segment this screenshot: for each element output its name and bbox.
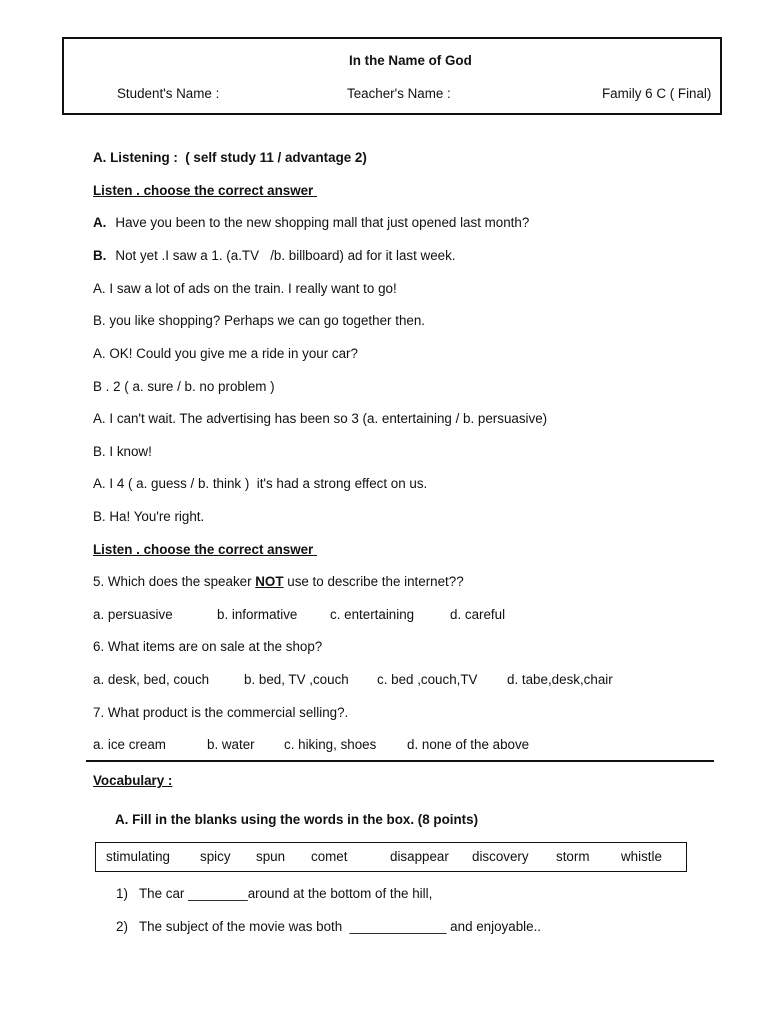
word-item: comet (311, 849, 348, 864)
dialogue-line-1 (93, 215, 529, 231)
question-7: 7. What product is the commercial selling?. (93, 705, 349, 720)
dialogue-line-4: B. you like shopping? Perhaps we can go together then. (93, 313, 426, 328)
dialogue-line-8: B. I know! (93, 444, 152, 459)
dialogue-line-3: A. I saw a lot of ads on the train. I really want to go! (93, 281, 397, 296)
q6-option-a: a. desk, bed, couch (93, 672, 210, 687)
vocabulary-instruction: A. Fill in the blanks using the words in the box. (8 points) (115, 812, 479, 827)
q5-option-d: d. careful (450, 607, 506, 622)
word-item: discovery (472, 849, 529, 864)
q5-option-a: a. persuasive (93, 607, 173, 622)
word-box (95, 842, 687, 872)
dialogue-line-9: A. I 4 ( a. guess / b. think ) it's had a strong effect on us. (93, 476, 428, 491)
speaker-b: B. (93, 248, 107, 263)
sentence-2-text: The subject of the movie was both _____________ and enjoyable.. (139, 919, 542, 934)
q7-option-a: a. ice cream (93, 737, 166, 752)
class-label: Family 6 C ( Final) (602, 86, 712, 101)
speaker-a: A. (93, 215, 107, 230)
sentence-1-number: 1) (116, 886, 128, 901)
word-item: stimulating (106, 849, 171, 864)
listening-heading: A. Listening : ( self study 11 / advantage 2) (93, 150, 367, 165)
word-item: whistle (621, 849, 662, 864)
section-divider (86, 760, 714, 762)
question-5 (93, 574, 464, 590)
dialogue-text: Have you been to the new shopping mall that just opened last month? (115, 215, 530, 230)
header-box (62, 37, 722, 115)
sentence-1-text: The car ________around at the bottom of the hill, (139, 886, 433, 901)
student-name-label: Student's Name : (117, 86, 220, 101)
q5-option-b: b. informative (217, 607, 298, 622)
teacher-name-label: Teacher's Name : (347, 86, 451, 101)
word-item: disappear (390, 849, 449, 864)
page-title: In the Name of God (349, 53, 472, 68)
q7-option-d: d. none of the above (407, 737, 530, 752)
dialogue-line-2 (93, 248, 456, 264)
word-item: spicy (200, 849, 231, 864)
q5-option-c: c. entertaining (330, 607, 415, 622)
dialogue-line-5: A. OK! Could you give me a ride in your car? (93, 346, 358, 361)
question-5-prefix: 5. Which does the speaker (93, 574, 256, 589)
q7-option-b: b. water (207, 737, 255, 752)
listening-instruction-2: Listen . choose the correct answer (93, 542, 317, 557)
q6-option-c: c. bed ,couch,TV (377, 672, 478, 687)
q6-option-b: b. bed, TV ,couch (244, 672, 349, 687)
question-5-emphasis: NOT (255, 574, 284, 589)
dialogue-line-7: A. I can't wait. The advertising has been so 3 (a. entertaining / b. persuasive) (93, 411, 548, 426)
dialogue-line-6: B . 2 ( a. sure / b. no problem ) (93, 379, 275, 394)
q7-option-c: c. hiking, shoes (284, 737, 377, 752)
word-item: spun (256, 849, 286, 864)
dialogue-text: Not yet .I saw a 1. (a.TV /b. billboard) ad for it last week. (115, 248, 456, 263)
question-6: 6. What items are on sale at the shop? (93, 639, 323, 654)
question-5-suffix: use to describe the internet?? (283, 574, 464, 589)
listening-instruction-1: Listen . choose the correct answer (93, 183, 317, 198)
q6-option-d: d. tabe,desk,chair (507, 672, 613, 687)
sentence-2-number: 2) (116, 919, 128, 934)
word-item: storm (556, 849, 590, 864)
vocabulary-heading: Vocabulary : (93, 773, 173, 788)
dialogue-line-10: B. Ha! You're right. (93, 509, 205, 524)
